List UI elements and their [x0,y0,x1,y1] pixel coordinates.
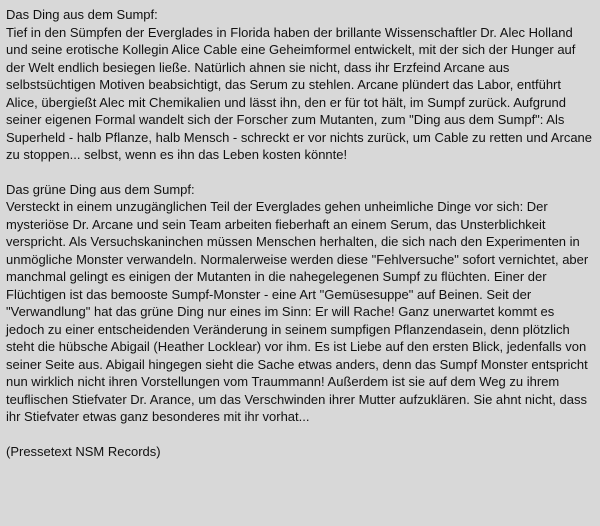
section-das-ding-aus-dem-sumpf [6,6,592,164]
credit-block [6,443,592,461]
section-das-gruene-ding-aus-dem-sumpf [6,181,592,426]
section1-heading: Das Ding aus dem Sumpf: [6,7,158,22]
press-credit: (Pressetext NSM Records) [6,443,161,459]
section1-body: Tief in den Sümpfen der Everglades in Florida haben der brillante Wissenschaftler Dr. Alec Holland und seine erotische Kollegin Alice Cable eine Geheimformel entwickelt, mit der sich der Hunger auf der Welt endlich besiegen ließe. Natürlich ahnen sie nicht, dass ihr Erzfeind Arcane aus selbstsüchtigen Motiven beabsichtigt, das Serum zu stehlen. Arcane plündert das Labor, entführt Alice, übergießt Alec mit Chemikalien und lässt ihn, den er für tot hält, im Sumpf zurück. Aufgrund seiner eigenen Formal wandelt sich der Forscher zum Mutanten, zum "Ding aus dem Sumpf": Als Superheld - halb Pflanze, halb Mensch - schreckt er vor nichts zurück, um Cable zu retten und Arcane zu stoppen... selbst, wenn es ihn das Leben kosten könnte! [6,24,593,162]
section2-heading: Das grüne Ding aus dem Sumpf: [6,181,195,197]
section2-body: Versteckt in einem unzugänglichen Teil der Everglades gehen unheimliche Dinge vor sich: Der mysteriöse Dr. Arcane und sein Team arbeiten fieberhaft an einem Serum, das Unsterblichkeit verspricht. Als Versuchskaninchen müssen Menschen herhalten, die sich nach den Experimenten in unmögliche Monster verwandeln. Normalerweise werden diese "Fehlversuche" sofort vernichtet, aber manchmal gelingt es einigen der Mutanten in die nahegelegenen Sumpf zu flüchten. Einer der Flüchtigen ist das bemooste Sumpf-Monster - eine Art "Gemüsesuppe" auf Beinen. Seit der "Verwandlung" hat das grüne Ding nur eines im Sinn: Er will Rache! Ganz unerwartet kommt es jedoch zu einer entscheidenden Veränderung in seinem sumpfigen Pflanzendasein, denn plötzlich steht die hübsche Abigail (Heather Locklear) vor ihm. Es ist Liebe auf den ersten Blick, jedenfalls von seiner Seite aus. Abigail hingegen sieht die Sache etwas anders, denn das Sumpf Monster entspricht nun wirklich nicht ihren Vorstellungen vom Traummann! Außerdem ist sie auf dem Weg zu ihrem teuflischen Stiefvater Dr. Arance, um das Verschwinden ihrer Mutter aufzuklären. Sie ahnt nicht, dass ihr Stiefvater etwas ganz besonderes mit ihr vorhat... [6,199,589,424]
